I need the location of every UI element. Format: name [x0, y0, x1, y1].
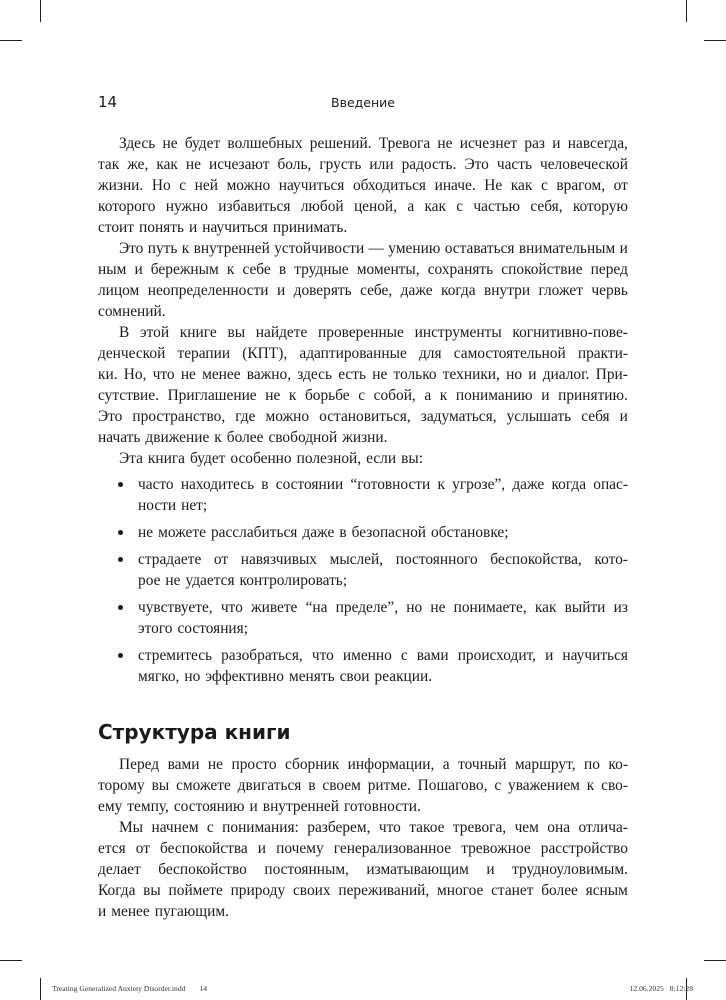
text-line: Мы начнем с понимания: разберем, что такое тревога, чем она отлича- — [119, 819, 628, 836]
text-line: ности нет; — [138, 497, 208, 514]
text-line: мягко, но эффективно менять свои реакции. — [138, 668, 433, 685]
bullet-item — [98, 474, 628, 516]
paragraph — [98, 448, 628, 469]
file-name: Treating Generalized Anxiety Disorder.indd — [52, 984, 186, 993]
text-line: которого нужно избавиться любой ценой, а как с частью себя, которую — [98, 198, 628, 215]
crop-mark-top-left — [40, 0, 41, 22]
bullet-item — [98, 549, 628, 591]
crop-mark-left-bottom — [0, 960, 22, 961]
text-line: жизни. Но с ней можно научиться обходиться иначе. Не как с врагом, от — [98, 177, 628, 194]
text-line: денческой терапии (КПТ), адаптированные для самостоятельной практи- — [98, 345, 628, 362]
paragraph — [98, 817, 628, 922]
text-line: сомнений. — [98, 303, 166, 320]
print-time: 8:12:28 — [669, 984, 693, 993]
text-line: Это пространство, где можно остановиться, задуматься, услышать себя и — [98, 408, 628, 425]
section-body — [98, 754, 628, 922]
text-line: Перед вами не просто сборник информации, а точный маршрут, по ко- — [119, 756, 628, 773]
bullet-item — [98, 597, 628, 639]
text-line: делает беспокойство постоянным, изматывающим и трудноуловимым. — [98, 861, 628, 878]
bullet-dot-icon — [118, 653, 123, 658]
page-number: 14 — [98, 93, 118, 111]
crop-mark-top-right — [686, 0, 687, 22]
text-line: этого состояния; — [138, 620, 249, 637]
text-line: сутствие. Приглашение не к борьбе с собой, а к пониманию и принятию. — [98, 387, 628, 404]
text-line: Эта книга будет особенно полезной, если вы: — [119, 450, 423, 467]
text-line: Когда вы поймете природу своих переживаний, многое станет более ясным — [98, 882, 628, 899]
text-line: лицом неопределенности и доверять себе, даже когда внутри гложет червь — [98, 282, 628, 299]
text-line: часто находитесь в состоянии “готовности к угрозе”, даже когда опас- — [138, 476, 628, 493]
text-line: не можете расслабиться даже в безопасной обстановке; — [138, 524, 509, 541]
section-heading: Структура книги — [98, 720, 291, 744]
bullet-dot-icon — [118, 530, 123, 535]
text-line: торому вы сможете двигаться в своем ритме. Пошагово, с уважением к сво- — [98, 777, 628, 794]
running-title: Введение — [331, 95, 395, 110]
text-line: страдаете от навязчивых мыслей, постоянного беспокойства, кото- — [138, 551, 628, 568]
bullet-dot-icon — [118, 557, 123, 562]
crop-mark-right-bottom — [704, 960, 726, 961]
text-line: ему темпу, состоянию и внутренней готовности. — [98, 798, 421, 815]
bullet-item — [98, 522, 628, 543]
paragraph — [98, 754, 628, 817]
body-text — [98, 133, 628, 922]
text-line: ным и бережным к себе в трудные моменты, сохранять спокойствие перед — [98, 261, 628, 278]
crop-mark-left-top — [0, 40, 22, 41]
paragraph — [98, 322, 628, 448]
print-slug-left — [52, 984, 221, 993]
crop-mark-bottom-left — [40, 978, 41, 1000]
text-line: Здесь не будет волшебных решений. Тревога не исчезнет раз и навсегда, — [119, 135, 628, 152]
text-line: стоит понять и научиться принимать. — [98, 219, 348, 236]
paragraph — [98, 238, 628, 322]
bullet-item — [98, 645, 628, 687]
bullet-list — [98, 474, 628, 687]
text-line: рое не удается контролировать; — [138, 572, 348, 589]
print-date: 12.06.2025 — [629, 984, 664, 993]
text-line: ется от беспокойства и почему генерализованное тревожное расстройство — [98, 840, 628, 857]
file-page: 14 — [199, 984, 208, 993]
text-line: чувствуете, что живете “на пределе”, но не понимаете, как выйти из — [138, 599, 628, 616]
text-line: В этой книге вы найдете проверенные инструменты когнитивно-пове- — [119, 324, 628, 341]
text-line: стремитесь разобраться, что именно с вами происходит, и научиться — [138, 647, 628, 664]
print-slug-right — [624, 984, 693, 993]
text-line: Это путь к внутренней устойчивости — умению оставаться внимательным и — [119, 240, 628, 257]
bullet-dot-icon — [118, 605, 123, 610]
bullet-dot-icon — [118, 482, 123, 487]
intro-section — [98, 133, 628, 469]
text-line: и менее пугающим. — [98, 903, 229, 920]
paragraph — [98, 133, 628, 238]
text-line: так же, как не исчезают боль, грусть или радость. Это часть человеческой — [98, 156, 628, 173]
text-line: начать движение к более свободной жизни. — [98, 429, 388, 446]
crop-mark-right-top — [704, 40, 726, 41]
text-line: ки. Но, что не менее важно, здесь есть не только техники, но и диалог. При- — [98, 366, 628, 383]
